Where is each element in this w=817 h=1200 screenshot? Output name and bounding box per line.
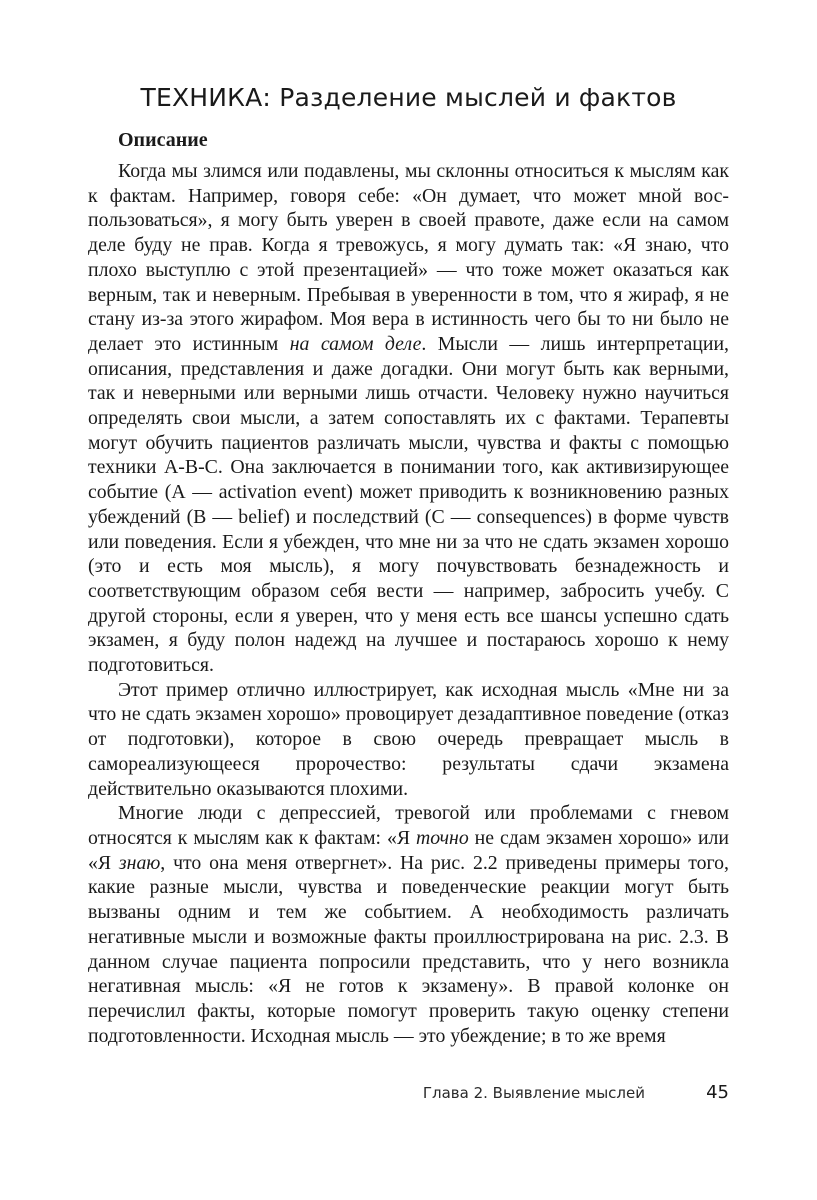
paragraph-3-emphasis-1: точно — [415, 826, 469, 849]
paragraph-1-emphasis: на самом деле — [289, 332, 422, 355]
paragraph-3-part-3: , что она меня отвергнет». На рис. 2.2 приведены примеры того, какие разные мысли, чувства и поведенческие реакции могут быть вызваны одним и тем же событием. А необходимость различать негативные мысли и возможные факты проиллюстрирована на рис. 2.3. В данном случае пациента попросили представить, что у него возникла негативная мысль: «Я не готов к экзамену». В правой колонке он перечислил факты, которые помогут проверить такую оценку степени подготовленности. Исходная мысль — это убеждение; в то же время — [88, 851, 729, 1047]
section-subheading: Описание — [118, 129, 208, 151]
paragraph-1-part-2: . Мысли — лишь интерпретации, описания, представления и даже догадки. Они могут быть как верными, так и неверными или верными лишь отчасти. Человеку нужно научиться определять свои мысли, а затем сопоставлять их с фактами. Терапевты могут обучить пациентов различать мысли, чувства и факты с помощью техники А-В-С. Она заключается в понимании того, как активизирующее событие (А — activation event) может приводить к возникновению разных убеждений (В — belief) и последствий (С — consequences) в форме чувств или поведения. Если я убежден, что мне ни за что не сдать экзамен хорошо (это и есть моя мысль), я могу почувствовать безнадежность и соответствующим образом себя вести — например, забросить учебу. С другой стороны, если я уверен, что у меня есть все шансы успешно сдать экзамен, я буду полон надежд на лучшее и постараюсь хорошо к нему подготовиться. — [88, 332, 729, 677]
paragraph-1 — [88, 159, 729, 678]
paragraph-3-part-1: Многие люди с депрессией, тревогой или проблемами с гневом относятся к мыслям как к фактам: «Я — [88, 802, 729, 849]
paragraph-3 — [88, 801, 729, 1048]
paragraph-1-part-1: Когда мы злимся или подавлены, мы склонны относиться к мыслям как к фактам. Например, говоря себе: «Он думает, что может мной воспользоваться», я могу быть уверен в своей правоте, даже если на самом деле буду не прав. Когда я тревожусь, я могу думать так: «Я знаю, что плохо выступлю с этой презентацией» — что тоже может оказаться как верным, так и неверным. Пребывая в уверенности в том, что я жираф, я не стану из-за этого жирафом. Моя вера в истинность чего бы то ни было не делает это истинным — [88, 160, 729, 355]
paragraph-2: Этот пример отлично иллюстрирует, как исходная мысль «Мне ни за что не сдать экзамен хорошо» провоцирует дезадаптивное поведение (отказ от подготовки), которое в свою очередь превращает мысль в самореализующееся пророчество: результаты сдачи экзамена действительно оказываются плохими. — [88, 678, 729, 800]
page-title: ТЕХНИКА: Разделение мыслей и фактов — [140, 83, 677, 112]
body-text — [88, 159, 729, 1048]
paragraph-3-emphasis-2: знаю — [118, 851, 161, 874]
running-chapter-title: Глава 2. Выявление мыслей — [422, 1084, 645, 1102]
paragraph-3-part-2: не сдам экзамен хорошо» или «Я — [88, 826, 729, 874]
page-footer — [88, 1082, 729, 1106]
page-number: 45 — [706, 1082, 729, 1103]
